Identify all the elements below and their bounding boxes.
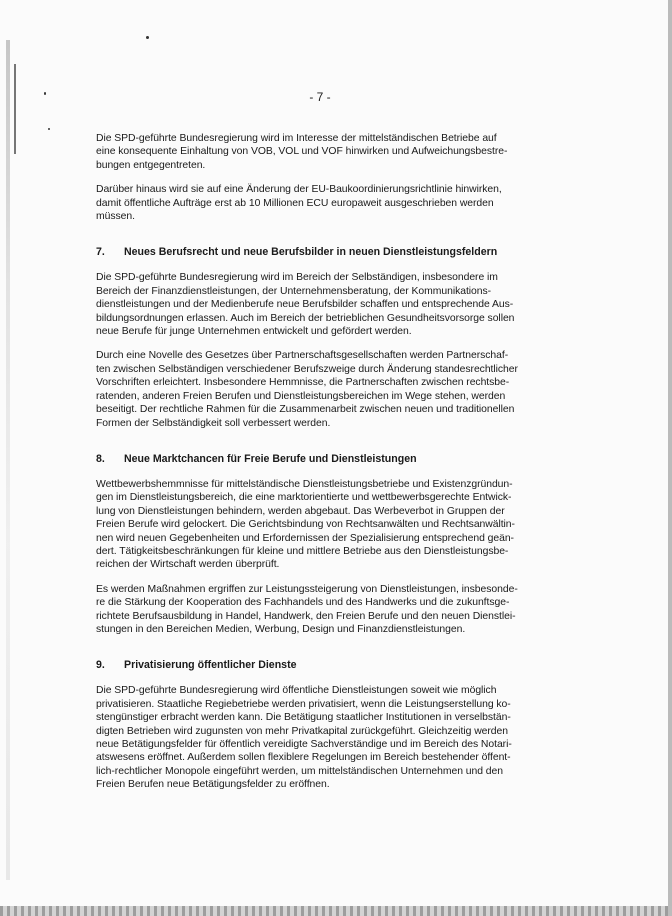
scan-edge-bottom (0, 906, 672, 916)
section-paragraph: Es werden Maßnahmen ergriffen zur Leistungssteigerung von Dienstleistungen, insbesonde- re die Stärkung der Kooperation des Fachhandels und des Handwerks und die zukunftsge- richtete Berufsausbildung in Handel, Handwerk, den Freien Berufe und den neuen Dienstlei- stungen in den Bereichen Medien, Werbung, Design und Finanzdienstleistungen. (96, 583, 518, 635)
section-paragraph: Wettbewerbshemmnisse für mittelständische Dienstleistungsbetriebe und Existenzgründun- gen im Dienstleistungsbereich, die eine marktorientierte und wettbewerbsgerechte Entwick- lung von Dienstleistungen behindern, werden abgebaut. Das Werbeverbot in Gruppen der Freien Berufe wird gelockert. Die Gerichtsbindung von Rechtsanwälten und Rechtsanwältin- nen wird neuen Gegebenheiten und Erfordernissen der Spezialisierung entsprechend geän- dert. Tätigkeitsbeschränkungen für kleine und mittlere Betriebe aus den Dienstleistungsbe- reichen der Wirtschaft werden überprüft. (96, 478, 515, 571)
section-title: Neue Marktchancen für Freie Berufe und Dienstleistungen (124, 452, 417, 465)
scan-edge-shadow (6, 40, 10, 880)
section-paragraph: Die SPD-geführte Bundesregierung wird im Bereich der Selbständigen, insbesondere im Bereich der Finanzdienstleistungen, der Unternehmensberatung, der Kommunikations- dienstleistungen und der Medienberufe neue Berufsbilder schaffen und entsprechende Aus- bildungsordnungen erlassen. Auch im Bereich der betrieblichen Gesundheitsvorsorge sollen neue Berufe für junge Unternehmen entwickelt und gefördert werden. (96, 272, 515, 338)
section-number: 7. (96, 246, 105, 259)
section-paragraph: Durch eine Novelle des Gesetzes über Partnerschaftsgesellschaften werden Partnerschaf- ten zwischen Selbständigen verschiedener Berufszweige durch Änderung standesrechtlicher Vorschriften erleichtert. Insbesondere Hemmnisse, die Partnerschaften zwischen rechtsbe- ratenden, anderen Freien Berufen und Dienstleistungsbereichen im Wege stehen, werden beseitigt. Der rechtliche Rahmen für die Zusammenarbeit zwischen neuen und traditionellen Formen der Selbständigkeit soll verbessert werden. (96, 350, 518, 429)
section-heading (96, 658, 566, 672)
scan-edge-mark (14, 64, 16, 154)
section-number: 8. (96, 452, 105, 465)
scan-edge-right (668, 0, 672, 916)
document-body (96, 132, 566, 803)
scan-speck (146, 36, 149, 39)
page-number: - 7 - (309, 90, 331, 104)
scan-speck (48, 128, 50, 130)
intro-paragraph: Die SPD-geführte Bundesregierung wird im Interesse der mittelständischen Betriebe auf eine konsequente Einhaltung von VOB, VOL und VOF hinwirken und Aufweichungsbestre- bungen entgegentreten. (96, 133, 508, 171)
section-paragraph: Die SPD-geführte Bundesregierung wird öffentliche Dienstleistungen soweit wie möglich privatisieren. Staatliche Regiebetriebe werden privatisiert, wenn die Leistungserstellung ko- stengünstiger erbracht werden kann. Die Betätigung staatlicher Institutionen in verselbstän- digten Betrieben wird zugunsten von mehr Privatkapital zurückgeführt. Gleichzeitig werden neue Betätigungsfelder für öffentlich vereidigte Sachverständige und im Bereich des Notari- atswesens eröffnet. Außerdem sollen flexiblere Regelungen im Bereich bestehender öffent- lich-rechtlicher Monopole eingeführt werden, um mittelständischen Unternehmen und den Freien Berufen neue Betätigungsfelder zu eröffnen. (96, 685, 512, 791)
section-title: Neues Berufsrecht und neue Berufsbilder in neuen Dienstleistungsfeldern (124, 246, 498, 259)
section-title: Privatisierung öffentlicher Dienste (124, 659, 297, 672)
section-heading (96, 245, 566, 259)
section-heading (96, 452, 566, 466)
intro-paragraph: Darüber hinaus wird sie auf eine Änderung der EU-Baukoordinierungsrichtlinie hinwirken, damit öffentliche Aufträge erst ab 10 Millionen ECU europaweit ausgeschrieben werden müssen. (96, 184, 502, 223)
section-number: 9. (96, 659, 105, 672)
